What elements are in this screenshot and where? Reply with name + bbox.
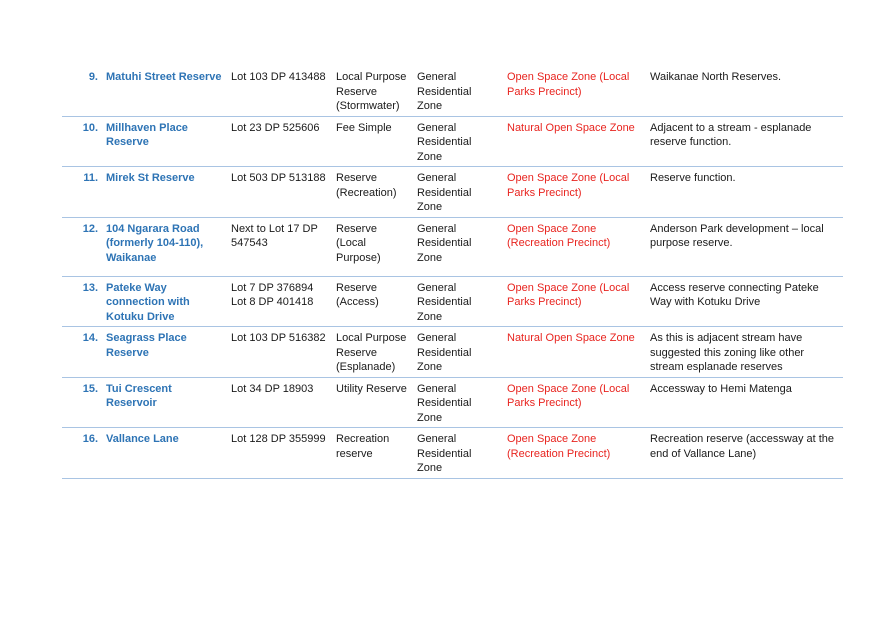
legal-line: Lot 503 DP 513188 <box>231 172 326 184</box>
legal-description <box>227 428 332 479</box>
reserve-name: Tui Crescent Reservoir <box>106 382 172 409</box>
table-row <box>62 428 843 479</box>
legal-line: Lot 8 DP 401418 <box>231 296 314 308</box>
row-number: 10. <box>82 121 98 134</box>
table-row <box>62 217 843 276</box>
reserve-status: Fee Simple <box>336 121 392 134</box>
legal-line: Lot 23 DP 525606 <box>231 121 320 134</box>
comment: Adjacent to a stream - esplanade reserve function. <box>650 121 812 148</box>
table-row <box>62 276 843 327</box>
row-number: 11. <box>83 172 98 184</box>
legal-description <box>227 167 332 218</box>
current-zone: General Residential Zone <box>417 332 472 373</box>
comment: Reserve function. <box>650 172 736 184</box>
row-number: 9. <box>88 71 98 83</box>
proposed-zone: Open Space Zone (Local Parks Precinct) <box>507 281 630 308</box>
row-number: 15. <box>82 382 98 395</box>
reserve-status: Reserve (Local Purpose) <box>336 222 381 264</box>
comment: Waikanae North Reserves. <box>650 71 782 83</box>
current-zone: General Residential Zone <box>417 382 472 424</box>
reserve-status: Utility Reserve <box>336 382 407 395</box>
table-row <box>62 327 843 378</box>
legal-description <box>227 217 332 276</box>
current-zone: General Residential Zone <box>417 281 472 323</box>
row-number: 14. <box>82 332 98 344</box>
row-number: 13. <box>82 281 98 294</box>
current-zone: General Residential Zone <box>417 172 472 213</box>
reserve-status: Local Purpose Reserve (Esplanade) <box>336 332 407 373</box>
legal-line: Lot 103 DP 413488 <box>231 71 326 83</box>
legal-line: Lot 34 DP 18903 <box>231 382 314 395</box>
legal-line: Lot 103 DP 516382 <box>231 332 326 344</box>
reserve-name: Matuhi Street Reserve <box>106 71 222 83</box>
reserve-name: 104 Ngarara Road (formerly 104-110), Waikanae <box>106 222 204 264</box>
current-zone: General Residential Zone <box>417 433 472 474</box>
row-number: 16. <box>82 433 98 445</box>
current-zone: General Residential Zone <box>417 71 472 112</box>
legal-description <box>227 116 332 167</box>
reserve-status: Reserve (Access) <box>336 281 379 308</box>
legal-description <box>227 327 332 378</box>
proposed-zone: Open Space Zone (Local Parks Precinct) <box>507 71 630 98</box>
current-zone: General Residential Zone <box>417 222 472 264</box>
legal-description <box>227 377 332 428</box>
comment: As this is adjacent stream have suggested this zoning like other stream esplanade reserves <box>650 332 805 373</box>
reserve-status: Reserve (Recreation) <box>336 172 397 199</box>
proposed-zone: Open Space Zone (Local Parks Precinct) <box>507 172 630 199</box>
reserve-name: Millhaven Place Reserve <box>106 121 188 148</box>
proposed-zone: Open Space Zone (Local Parks Precinct) <box>507 382 630 409</box>
comment: Accessway to Hemi Matenga <box>650 382 792 395</box>
reserve-name: Vallance Lane <box>106 433 179 445</box>
proposed-zone: Natural Open Space Zone <box>507 332 635 344</box>
comment: Access reserve connecting Pateke Way with Kotuku Drive <box>650 281 819 308</box>
table-row <box>62 377 843 428</box>
comment: Recreation reserve (accessway at the end of Vallance Lane) <box>650 433 835 460</box>
reserve-status: Recreation reserve <box>336 433 390 460</box>
legal-description <box>227 276 332 327</box>
table-row <box>62 116 843 167</box>
table-row <box>62 167 843 218</box>
comment: Anderson Park development – local purpose reserve. <box>650 222 824 249</box>
reserves-table-body <box>62 66 843 478</box>
proposed-zone: Open Space Zone (Recreation Precinct) <box>507 222 611 249</box>
reserve-status: Local Purpose Reserve (Stormwater) <box>336 71 407 112</box>
legal-line: Lot 128 DP 355999 <box>231 433 326 445</box>
row-number: 12. <box>82 222 98 235</box>
table-row <box>62 66 843 116</box>
legal-line: Lot 7 DP 376894 <box>231 281 314 294</box>
reserve-name: Mirek St Reserve <box>106 172 195 184</box>
reserve-name: Pateke Way connection with Kotuku Drive <box>106 281 190 323</box>
legal-line: Next to Lot 17 DP 547543 <box>231 222 318 249</box>
legal-description <box>227 66 332 116</box>
proposed-zone: Natural Open Space Zone <box>507 121 635 134</box>
reserves-table <box>62 66 843 479</box>
reserve-name: Seagrass Place Reserve <box>106 332 187 359</box>
current-zone: General Residential Zone <box>417 121 472 163</box>
proposed-zone: Open Space Zone (Recreation Precinct) <box>507 433 611 460</box>
